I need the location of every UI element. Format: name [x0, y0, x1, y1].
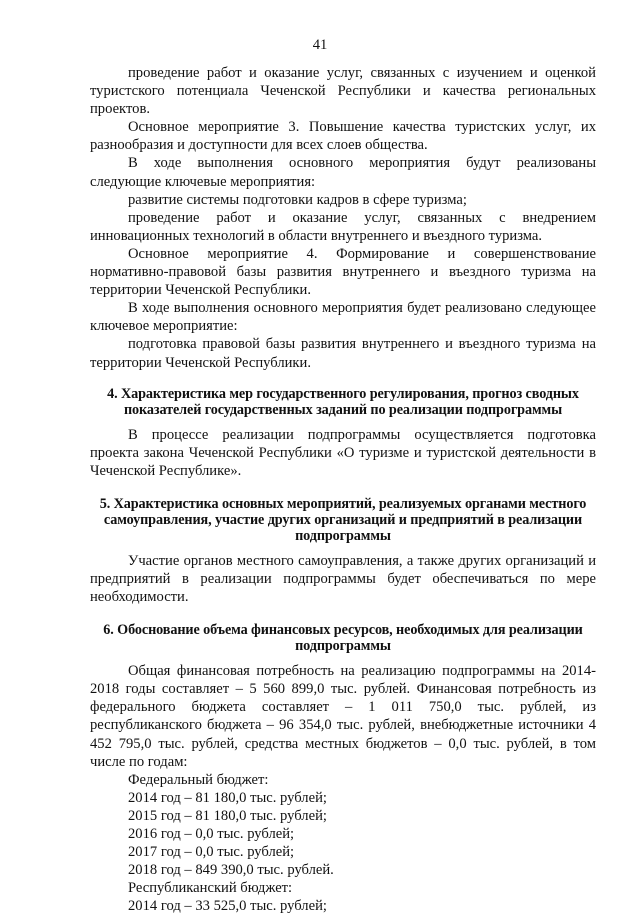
federal-budget-label: Федеральный бюджет: — [128, 771, 269, 788]
paragraph: проведение работ и оказание услуг, связанных с внедрением инновационных технологий в области внутреннего и въездного туризма. — [90, 209, 596, 244]
budget-year-line: 2014 год – 33 525,0 тыс. рублей; — [128, 898, 327, 915]
paragraph: Основное мероприятие 4. Формирование и совершенствование нормативно-правовой базы развития внутреннего и въездного туризма на территории Чеченской Республики. — [90, 245, 596, 299]
paragraph: В ходе выполнения основного мероприятия будут реализованы следующие ключевые мероприятия: — [90, 155, 596, 190]
paragraph: подготовка правовой базы развития внутреннего и въездного туризма на территории Чеченской Республики. — [90, 336, 596, 371]
budget-year-line: 2015 год – 81 180,0 тыс. рублей; — [128, 807, 327, 824]
paragraph: проведение работ и оказание услуг, связанных с изучением и оценкой туристского потенциала Чеченской Республики и качества региональных проектов. — [90, 65, 596, 118]
paragraph: В ходе выполнения основного мероприятия будет реализовано следующее ключевое мероприятие: — [90, 300, 596, 335]
document-body — [90, 64, 596, 915]
section-text-6: Общая финансовая потребность на реализацию подпрограммы на 2014-2018 годы составляет – 5 560 899,0 тыс. рублей. Финансовая потребность из федерального бюджета составляет – 1 011 750,0 тыс. рублей, из республиканского бюджета – 96 354,0 тыс. рублей, внебюджетные источники 4 452 795,0 тыс. рублей, средства местных бюджетов – 0,0 тыс. рублей, в том числе по годам: — [90, 663, 596, 770]
paragraph: развитие системы подготовки кадров в сфере туризма; — [128, 191, 467, 208]
page-number: 41 — [312, 37, 328, 53]
budget-year-line: 2016 год – 0,0 тыс. рублей; — [128, 826, 295, 842]
budget-year-line: 2018 год – 849 390,0 тыс. рублей. — [128, 862, 334, 879]
section-text-4: В процессе реализации подпрограммы осуществляется подготовка проекта закона Чеченской Республики «О туризме и туристской деятельности в Чеченской Республике». — [90, 426, 596, 479]
budget-year-line: 2014 год – 81 180,0 тыс. рублей; — [128, 789, 327, 806]
section-heading-4: 4. Характеристика мер государственного регулирования, прогноз сводных показателей государственных заданий по реализации подпрограммы — [107, 385, 579, 418]
section-text-5: Участие органов местного самоуправления, а также других организаций и предприятий в реализации подпрограммы будет обеспечиваться по мере необходимости. — [90, 552, 596, 606]
section-heading-6: 6. Обоснование объема финансовых ресурсов, необходимых для реализации подпрограммы — [103, 622, 583, 655]
republic-budget-label: Республиканский бюджет: — [128, 880, 293, 897]
section-heading-5: 5. Характеристика основных мероприятий, реализуемых органами местного самоуправления, участие других организаций и предприятий в реализации подпрограммы — [99, 495, 587, 544]
budget-year-line: 2017 год – 0,0 тыс. рублей; — [128, 844, 295, 861]
paragraph: Основное мероприятие 3. Повышение качества туристских услуг, их разнообразия и доступности для всех слоев общества. — [90, 119, 596, 154]
